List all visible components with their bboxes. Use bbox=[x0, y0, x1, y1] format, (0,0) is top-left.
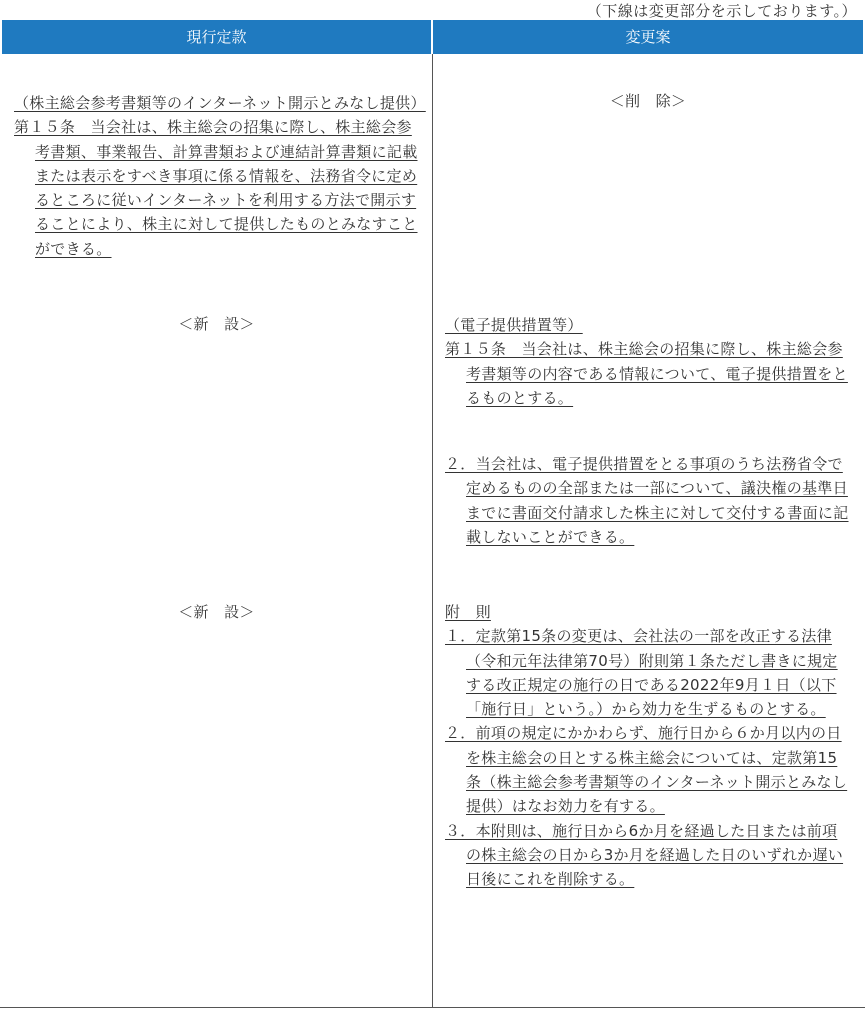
left-article15-block bbox=[14, 91, 426, 261]
header-proposed-amendment: 変更案 bbox=[433, 20, 863, 54]
right-article15-caption: （電子提供措置等） bbox=[445, 316, 583, 334]
left-new-1: ＜新 設＞ bbox=[178, 315, 255, 333]
right-article15-text: 第１５条 当会社は、株主総会の招集に際し、株主総会参考書類等の内容である情報について、電子提供措置をとるものとする。 bbox=[445, 340, 848, 407]
supplementary-item-1: １．定款第15条の変更は、会社法の一部を改正する法律（令和元年法律第70号）附則第１条ただし書きに規定する改正規定の施行の日である2022年9月１日（以下「施行日」という。）から効力を生ずるものとする。 bbox=[445, 627, 838, 719]
right-deleted: ＜削 除＞ bbox=[609, 92, 687, 110]
column-divider bbox=[432, 54, 433, 1008]
left-article15-text: 第１５条 当会社は、株主総会の招集に際し、株主総会参考書類、事業報告、計算書類および連結計算書類に記載または表示をすべき事項に係る情報を、法務省令に定めるところに従いインターネットを利用する方法で開示することにより、株主に対して提供したものとみなすことができる。 bbox=[14, 118, 418, 258]
left-article15-caption: （株主総会参考書類等のインターネット開示とみなし提供） bbox=[14, 94, 426, 112]
right-supplementary-block bbox=[445, 600, 851, 892]
header-current-articles: 現行定款 bbox=[2, 20, 431, 54]
table-bottom-border bbox=[0, 1007, 865, 1008]
right-article15-para2-block bbox=[445, 452, 851, 549]
change-note: （下線は変更部分を示しております。） bbox=[586, 2, 857, 20]
left-new-2: ＜新 設＞ bbox=[178, 603, 255, 621]
supplementary-item-3: ３．本附則は、施行日から6か月を経過した日または前項の株主総会の日から3か月を経過した日のいずれか遅い日後にこれを削除する。 bbox=[445, 821, 844, 889]
supplementary-item-2: ２．前項の規定にかかわらず、施行日から６か月以内の日を株主総会の日とする株主総会については、定款第15条（株主総会参考書類等のインターネット開示とみなし提供）はなお効力を有する。 bbox=[445, 724, 848, 816]
supplementary-title: 附 則 bbox=[445, 603, 491, 621]
right-article15-block bbox=[445, 313, 851, 410]
right-article15-para2: ２．当会社は、電子提供措置をとる事項のうち法務省令で定めるものの全部または一部について、議決権の基準日までに書面交付請求した株主に対して交付する書面に記載しないことができる。 bbox=[445, 455, 849, 546]
